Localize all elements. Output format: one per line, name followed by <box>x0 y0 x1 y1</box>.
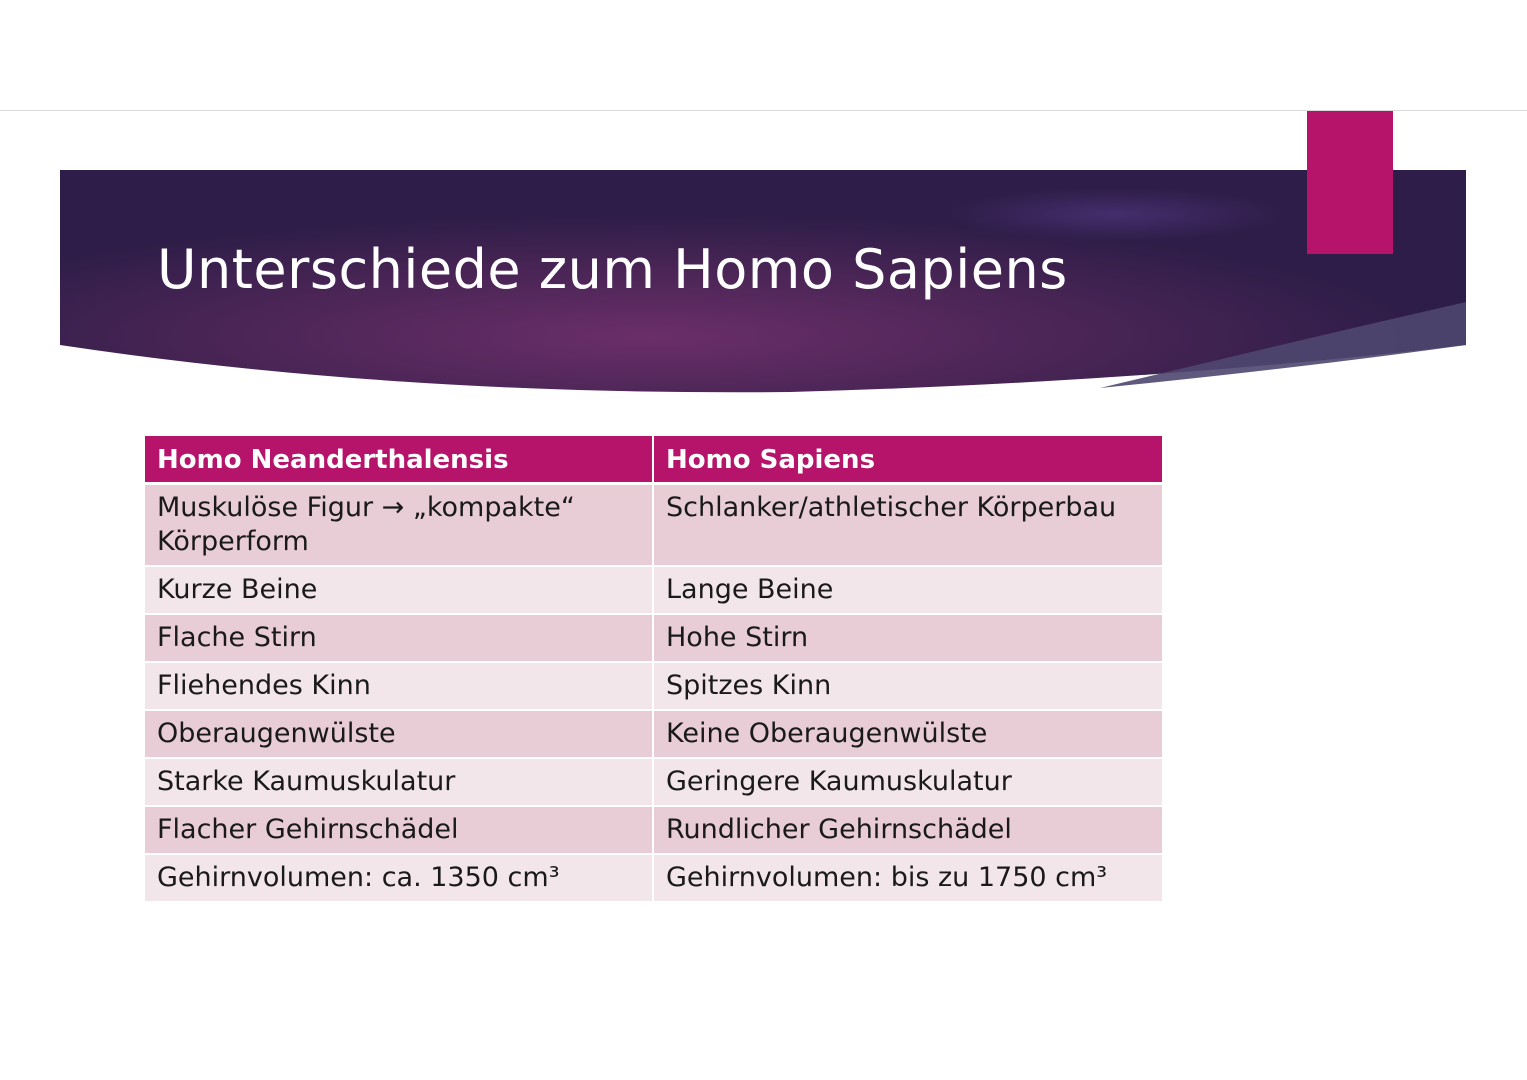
title-banner <box>0 0 1527 420</box>
table-cell: Gehirnvolumen: ca. 1350 cm³ <box>145 854 653 902</box>
table-cell: Spitzes Kinn <box>653 662 1162 710</box>
table-cell: Muskulöse Figur → „kompakte“ Körperform <box>145 484 653 567</box>
table-cell: Oberaugenwülste <box>145 710 653 758</box>
table-row <box>145 854 1162 902</box>
accent-block <box>1307 111 1393 254</box>
table-cell: Schlanker/athletischer Körperbau <box>653 484 1162 567</box>
table-cell: Keine Oberaugenwülste <box>653 710 1162 758</box>
table-cell: Gehirnvolumen: bis zu 1750 cm³ <box>653 854 1162 902</box>
table-cell: Geringere Kaumuskulatur <box>653 758 1162 806</box>
column-header-sapiens: Homo Sapiens <box>653 436 1162 484</box>
table-cell: Hohe Stirn <box>653 614 1162 662</box>
table-row <box>145 806 1162 854</box>
table-cell: Fliehendes Kinn <box>145 662 653 710</box>
table-row <box>145 566 1162 614</box>
table-row <box>145 662 1162 710</box>
slide-title: Unterschiede zum Homo Sapiens <box>157 238 1068 301</box>
table-row <box>145 484 1162 567</box>
table-row <box>145 614 1162 662</box>
table-row <box>145 758 1162 806</box>
table-cell: Flacher Gehirnschädel <box>145 806 653 854</box>
column-header-neanderthalensis: Homo Neanderthalensis <box>145 436 653 484</box>
table-cell: Kurze Beine <box>145 566 653 614</box>
table-cell: Starke Kaumuskulatur <box>145 758 653 806</box>
table-cell: Rundlicher Gehirnschädel <box>653 806 1162 854</box>
table-cell: Flache Stirn <box>145 614 653 662</box>
table-header-row <box>145 436 1162 484</box>
comparison-table <box>145 436 1162 903</box>
table-row <box>145 710 1162 758</box>
table-cell: Lange Beine <box>653 566 1162 614</box>
